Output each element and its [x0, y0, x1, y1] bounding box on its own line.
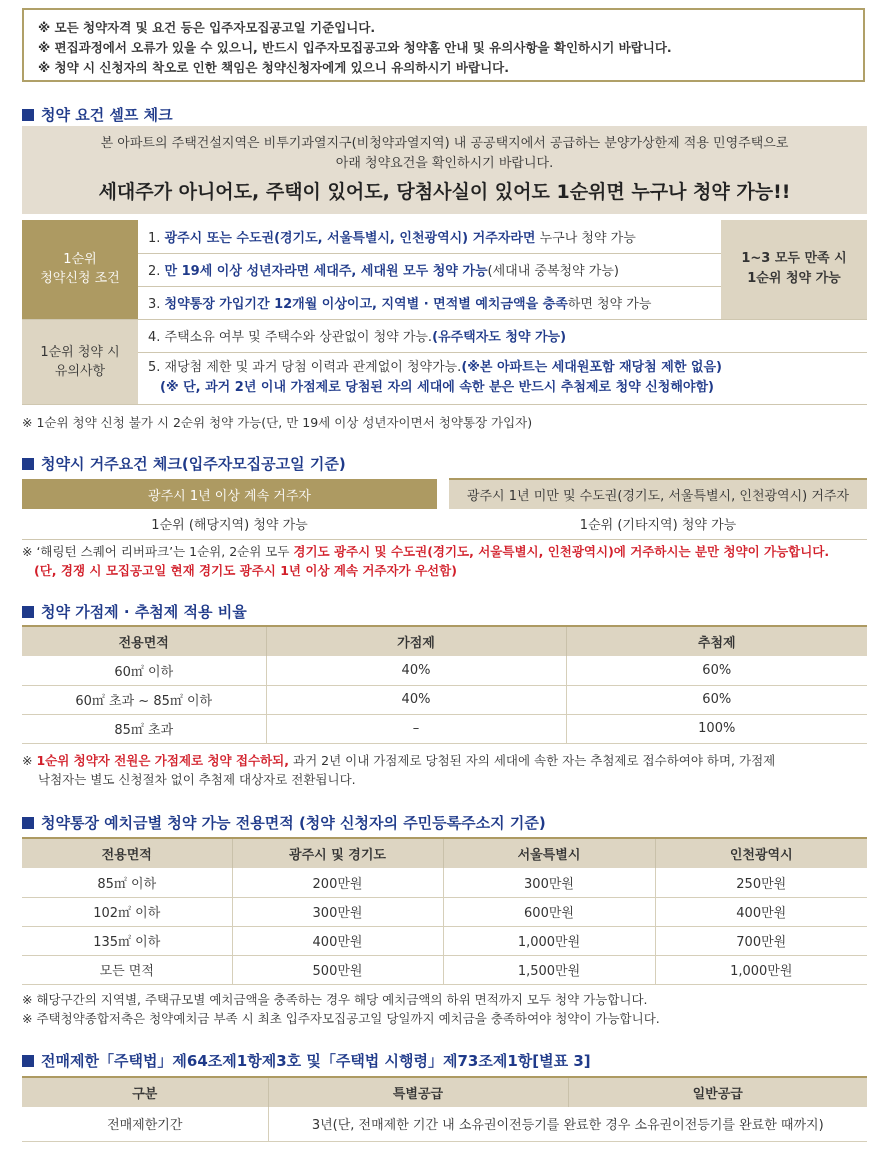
deposit-note: ※ 해당구간의 지역별, 주택규모별 예치금액을 충족하는 경우 해당 예치금액의 하위 면적까지 모두 청약 가능합니다. ※ 주택청약종합저축은 청약예치금 부족 시 최초 입주자모집공고일 당일까지 예치금을 충족하여야 청약이 가능합니다. [22, 992, 660, 1026]
column-header: 서울특별시 [443, 838, 655, 868]
notice-line: ※ 청약 시 신청자의 착오로 인한 책임은 청약신청자에게 있으니 유의하시기 바랍니다. [38, 60, 509, 75]
ratio-note: ※ 1순위 청약자 전원은 가점제로 청약 접수하되, 과거 2년 이내 가점제로 당첨된 자의 세대에 속한 자는 추첨제로 접수하여야 하며, 가점제 낙첨자는 별도 신청절차 없이 추첨제 대상자로 전환됩니다. [22, 753, 776, 787]
square-bullet-icon [22, 606, 34, 618]
column-header: 전용면적 [22, 626, 266, 656]
notice-line: ※ 모든 청약자격 및 요건 등은 입주자모집공고일 기준입니다. [38, 20, 376, 35]
residency-value-local: 1순위 (해당지역) 청약 가능 [22, 509, 437, 539]
deposit-table [22, 837, 867, 985]
condition-table [22, 220, 867, 405]
square-bullet-icon [22, 458, 34, 470]
table-row: 85㎡ 초과 – 100% [22, 714, 867, 743]
section-title-residency: 청약시 거주요건 체크(입주자모집공고일 기준) [22, 453, 346, 474]
caution-row [22, 319, 867, 352]
square-bullet-icon [22, 817, 34, 829]
resale-table [22, 1076, 867, 1142]
column-header: 일반공급 [568, 1077, 867, 1107]
residency-table [22, 478, 867, 540]
section-title-deposit: 청약통장 예치금별 청약 가능 전용면적 (청약 신청자의 주민등록주소지 기준) [22, 812, 546, 833]
condition-row [22, 220, 867, 253]
table-row: 모든 면적 500만원 1,500만원 1,000만원 [22, 955, 867, 984]
section-title-self-check: 청약 요건 셀프 체크 [22, 104, 173, 125]
intro-line: 아래 청약요건을 확인하시기 바랍니다. [335, 156, 554, 171]
column-header: 가점제 [266, 626, 566, 656]
residency-note: ※ ‘해링턴 스퀘어 리버파크’는 1순위, 2순위 모두 경기도 광주시 및 수도권(경기도, 서울특별시, 인천광역시)에 거주하시는 분만 청약이 가능합니다. (단, 경쟁 시 모집공고일 현재 경기도 광주시 1년 이상 계속 거주자가 우선함) [22, 544, 830, 578]
column-header: 광주시 및 경기도 [232, 838, 443, 868]
table-row: 60㎡ 이하 40% 60% [22, 656, 867, 685]
caution-item-4: 4. 주택소유 여부 및 주택수와 상관없이 청약 가능.(유주택자도 청약 가능) [138, 319, 867, 352]
condition-item-1: 1. 광주시 또는 수도권(경기도, 서울특별시, 인천광역시) 거주자라면 누구나 청약 가능 [138, 220, 721, 253]
residency-value-other: 1순위 (기타지역) 청약 가능 [449, 509, 867, 539]
caution-row [22, 352, 867, 404]
column-header: 인천광역시 [655, 838, 867, 868]
section-title-resale: 전매제한「주택법」제64조제1항제3호 및「주택법 시행령」제73조제1항[별표 3] [22, 1050, 591, 1071]
notice-box [22, 8, 865, 82]
residency-header-other: 광주시 1년 미만 및 수도권(경기도, 서울특별시, 인천광역시) 거주자 [449, 479, 867, 509]
column-header: 전용면적 [22, 838, 232, 868]
footnote: ※ 1순위 청약 신청 불가 시 2순위 청약 가능(단, 만 19세 이상 성년자이면서 청약통장 가입자) [22, 415, 533, 430]
caution-label: 1순위 청약 시 유의사항 [22, 319, 138, 404]
residency-header-local: 광주시 1년 이상 계속 거주자 [22, 479, 437, 509]
column-header: 추첨제 [566, 626, 867, 656]
notice-line: ※ 편집과정에서 오류가 있을 수 있으니, 반드시 입주자모집공고와 청약홈 안내 및 유의사항을 확인하시기 바랍니다. [38, 40, 672, 55]
square-bullet-icon [22, 109, 34, 121]
table-row: 102㎡ 이하 300만원 600만원 400만원 [22, 897, 867, 926]
square-bullet-icon [22, 1055, 34, 1067]
table-row: 전매제한기간 3년(단, 전매제한 기간 내 소유권이전등기를 완료한 경우 소유권이전등기를 완료한 때까지) [22, 1107, 867, 1141]
intro-banner [22, 126, 867, 214]
condition-label: 1순위 청약신청 조건 [22, 220, 138, 319]
caution-item-5: 5. 재당첨 제한 및 과거 당첨 이력과 관계없이 청약가능.(※본 아파트는 세대원포함 재당첨 제한 없음) (※ 단, 과거 2년 이내 가점제로 당첨된 자의 세대에 속한 분은 반드시 추첨제로 청약 신청해야함) [138, 352, 867, 404]
condition-item-2: 2. 만 19세 이상 성년자라면 세대주, 세대원 모두 청약 가능(세대내 중복청약 가능) [138, 253, 721, 286]
condition-item-3: 3. 청약통장 가입기간 12개월 이상이고, 지역별 · 면적별 예치금액을 충족하면 청약 가능 [138, 286, 721, 319]
section-title-ratio: 청약 가점제 · 추첨제 적용 비율 [22, 601, 247, 622]
table-row: 85㎡ 이하 200만원 300만원 250만원 [22, 868, 867, 897]
ratio-table [22, 625, 867, 744]
intro-line: 본 아파트의 주택건설지역은 비투기과열지구(비청약과열지역) 내 공공택지에서 공급하는 분양가상한제 적용 민영주택으로 [100, 136, 789, 151]
column-header: 구분 [22, 1077, 268, 1107]
column-header: 특별공급 [268, 1077, 568, 1107]
condition-summary: 1~3 모두 만족 시 1순위 청약 가능 [721, 220, 867, 319]
intro-headline: 세대주가 아니어도, 주택이 있어도, 당첨사실이 있어도 1순위면 누구나 청약 가능!! [98, 181, 791, 203]
table-row: 135㎡ 이하 400만원 1,000만원 700만원 [22, 926, 867, 955]
table-row: 60㎡ 초과 ~ 85㎡ 이하 40% 60% [22, 685, 867, 714]
